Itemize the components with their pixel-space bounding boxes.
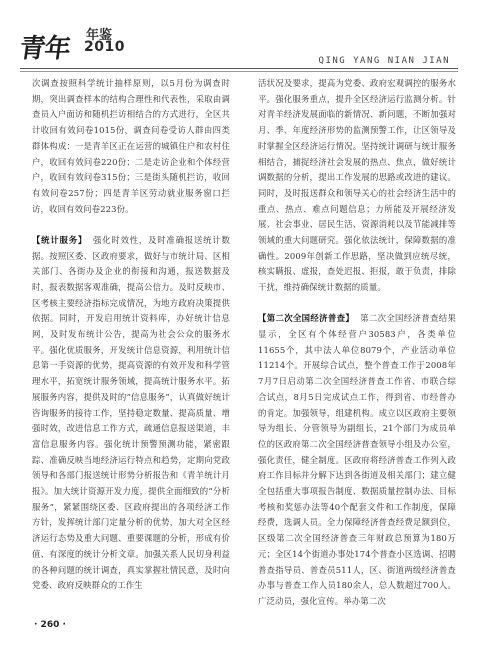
section-title-economic-census: 【第二次全国经济普查】 xyxy=(258,313,355,324)
logo-calligraphy: 青年 xyxy=(17,34,72,64)
header-rule xyxy=(20,68,458,72)
right-column xyxy=(258,76,456,610)
survey-paragraph: 次调查按照科学统计抽样原则，以5月份为调查时期，突出调查样本的结构合理性和代表性，采取由调查员入户面访和随机拦访相结合的方式进行，全区共计收回有效问卷1015份，调查问卷受访人群由四类群体构成：一是青羊区正在运营的城镇住户和农村住户，收回有效问卷220份；二是走访企业和个体经营户，收回有效问卷315份；三是街头随机拦访，收回有效问卷257份；四是青羊区劳动就业服务窗口拦访，收回有效问卷223份。 xyxy=(32,78,230,214)
economic-census-paragraph xyxy=(258,311,456,609)
section-title-statistics-service: 【统计服务】 xyxy=(32,234,88,245)
yearbook-logo xyxy=(17,24,130,64)
logo-label: 年鉴 xyxy=(86,28,113,43)
economic-census-body: 第二次全国经济普查结果显示，全区有个体经营户30583户，各类单位11655个，其中法人单位8079个，产业活动单位11214个。开展综合试点，整个普查工作于2008年7月7日启动第二次全国经济普查工作省、市联合综合试点，8月5日完成试点工作，得到省、市经普办的肯定。加强领导，组建机构。成立以区政府主要领导为组长、分管领导为副组长，21个部门为成员单位的区政府第二次全国经济普查领导小组及办公室，强化责任，健全制度。区政府将经济普查工作列入政府工作目标并分解下达到各街道及相关部门；建立健全包括重大事项报告制度、数据质量控制办法、目标考核和奖惩办法等40个配套文件和工作制度，保障经费，选调人员。全力保障经济普查经费足额到位，区级第二次全国经济普查三年财政总预算为180万元；全区14个街道办事处174个普查小区选调、招聘普查指导员、普查员511人，区、街道两级经济普查办事与普查工作人员180余人，总人数超过700人。广泛动员，强化宣传。举办第二次 xyxy=(258,313,456,606)
page-header xyxy=(0,0,480,74)
logo-year: 2010 xyxy=(84,39,125,55)
statistics-service-body: 强化时效性，及时准确报送统计数据。按照区委、区政府要求，做好与市统计局、区相关部门、各街办及企业的衔接和沟通，报送数据及时，报表数据客观准确，提高公信力。及时反映市、区考核主要经济指标完成情况，为地方政府决策提供依据。同时，开发启用统计资料库，办好统计信息网，及时发布统计公告，提高为社会公众的服务水平。强化优质服务，开发统计信息资源，利用统计信息第一手资源的优势，提高资源的有效开发和科学管理水平，拓宽统计服务领域，提高统计服务水平。拓展服务内容，提供及时的“信息服务”，认真做好统计咨询服务的接待工作，坚持稳定数量、提高质量、增强时效，改进信息工作方式，疏通信息报送渠道，丰富信息服务内容。强化统计预警预测功能，紧密跟踪、准确反映当地经济运行特点和趋势，定期向党政领导和各部门报送统计形势分析报告和《青羊统计月报》。加大统计资源开发力度，提供全面细致的“分析服务”，紧紧围绕区委、区政府提出的各项经济工作方针，发挥统计部门定量分析的优势，加大对全区经济运行态势及重大问题、重要课题的分析，形成有价值、有深度的统计分析文章。加强关系人民切身利益的各种问题的统计调查，真实掌握社情民意，及时向党委、政府反映群众的工作生 xyxy=(32,234,230,591)
statistics-service-paragraph xyxy=(32,233,230,594)
page-number: · 260 · xyxy=(34,620,66,630)
left-column xyxy=(32,76,230,594)
header-pinyin: QING YANG NIAN JIAN xyxy=(318,56,450,66)
service-continuation-paragraph: 活状况及要求，提高为党委、政府宏观调控的服务水平。强化服务重点，提升全区经济运行监测分析。针对青羊经济发展面临的新情况、新问题，不断加强对月、季、年度经济形势的监测预警工作，让区领导及时掌握全区经济运行情况。坚持统计调研与统计服务相结合，捕捉经济社会发展的热点、焦点，做好统计调数据的分析，提出工作发展的思路或改进的建议。同时，及时报送群众和领导关心的社会经济生活中的重点、热点、难点问题信息；力所能及开展经济发展、社会事业、居民生活、资源消耗以及节能减排等领域的重大问题研究。强化依法统计，保障数据的准确性。2009年创新工作思路，坚决做到应统尽统，核实瞒报、虚报，查处迟报、拒报，敢于负责，排除干扰，维持确保统计数据的质量。 xyxy=(258,78,456,293)
